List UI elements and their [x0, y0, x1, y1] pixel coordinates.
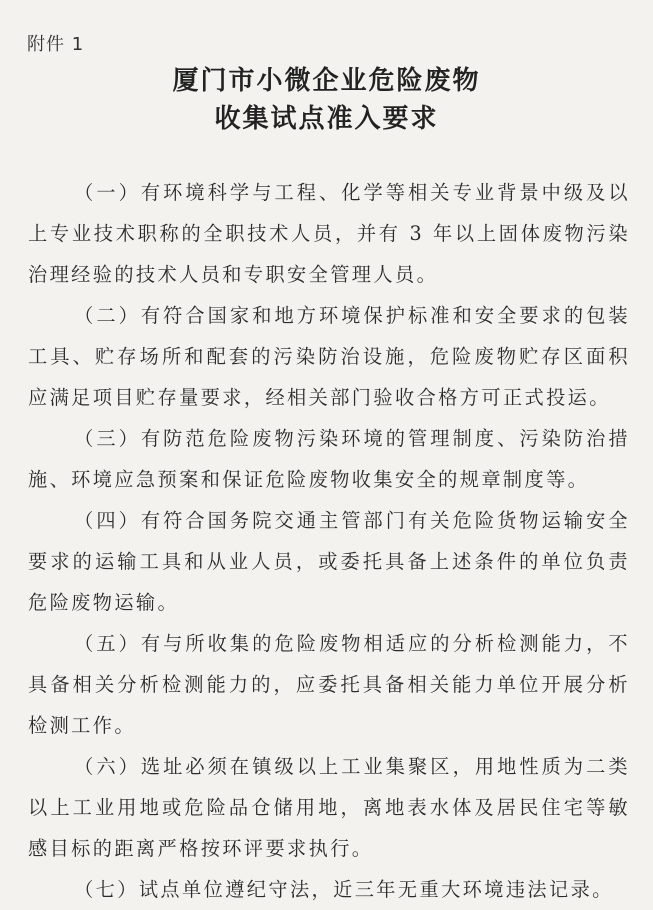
document-body: [28, 172, 630, 910]
requirement-paragraph-6: （六）选址必须在镇级以上工业集聚区，用地性质为二类以上工业用地或危险品仓储用地，离地表水体及居民住宅等敏感目标的距离严格按环评要求执行。: [28, 755, 630, 860]
requirement-paragraph-1: （一）有环境科学与工程、化学等相关专业背景中级及以上专业技术职称的全职技术人员，并有 3 年以上固体废物污染治理经验的技术人员和专职安全管理人员。: [28, 181, 630, 286]
requirement-paragraph-7: （七）试点单位遵纪守法，近三年无重大环境违法记录。: [74, 878, 614, 901]
requirement-paragraph-5: （五）有与所收集的危险废物相适应的分析检测能力，不具备相关分析检测能力的，应委托具备相关能力单位开展分析检测工作。: [28, 632, 630, 737]
requirement-paragraph-2: （二）有符合国家和地方环境保护标准和安全要求的包装工具、贮存场所和配套的污染防治设施，危险废物贮存区面积应满足项目贮存量要求，经相关部门验收合格方可正式投运。: [28, 304, 630, 409]
requirement-paragraph-4: （四）有符合国务院交通主管部门有关危险货物运输安全要求的运输工具和从业人员，或委托具备上述条件的单位负责危险废物运输。: [28, 509, 630, 614]
document-title-line-2: 收集试点准入要求: [214, 104, 439, 134]
attachment-label: 附件 1: [27, 34, 85, 55]
document-title-line-1: 厦门市小微企业危险废物: [172, 66, 481, 96]
requirement-paragraph-3: （三）有防范危险废物污染环境的管理制度、污染防治措施、环境应急预案和保证危险废物收集安全的规章制度等。: [28, 427, 630, 491]
